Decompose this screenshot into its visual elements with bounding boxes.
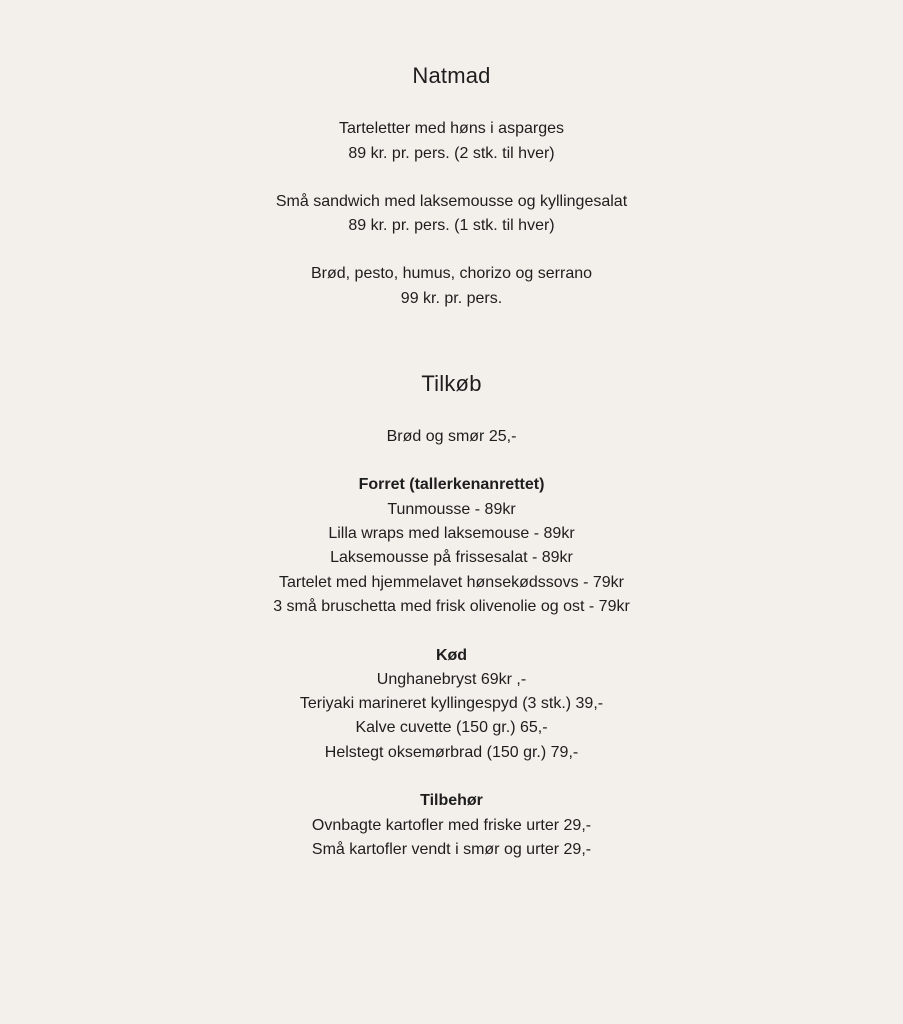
tilkob-title: Tilkøb xyxy=(421,371,482,396)
kod-item: Helstegt oksemørbrad (150 gr.) 79,- xyxy=(324,744,579,761)
natmad-item-3-name: Brød, pesto, humus, chorizo og serrano xyxy=(310,265,593,282)
forret-item: 3 små bruschetta med frisk olivenolie og ost - 79kr xyxy=(273,598,630,615)
tilbehor-item: Ovnbagte kartofler med friske urter 29,- xyxy=(311,817,592,834)
tilbehor-item: Små kartofler vendt i smør og urter 29,- xyxy=(311,841,592,858)
natmad-title: Natmad xyxy=(412,63,491,88)
forret-item: Laksemousse på frissesalat - 89kr xyxy=(330,549,573,566)
kod-item: Teriyaki marineret kyllingespyd (3 stk.) 39,- xyxy=(299,695,604,712)
forret-heading: Forret (tallerkenanrettet) xyxy=(358,476,545,493)
natmad-item-1-price: 89 kr. pr. pers. (2 stk. til hver) xyxy=(348,145,555,162)
forret-item: Tunmousse - 89kr xyxy=(387,501,516,518)
natmad-item-1-name: Tarteletter med høns i asparges xyxy=(339,120,564,137)
kod-item: Unghanebryst 69kr ,- xyxy=(376,671,527,688)
tilkob-intro: Brød og smør 25,- xyxy=(386,428,517,445)
tilbehor-heading: Tilbehør xyxy=(420,792,483,809)
kod-heading: Kød xyxy=(435,647,468,664)
natmad-item-2-name: Små sandwich med laksemousse og kyllingesalat xyxy=(275,193,628,210)
forret-item: Lilla wraps med laksemouse - 89kr xyxy=(328,525,575,542)
natmad-item-3-price: 99 kr. pr. pers. xyxy=(400,290,503,307)
forret-item: Tartelet med hjemmelavet hønsekødssovs - 79kr xyxy=(278,574,624,591)
natmad-item-2-price: 89 kr. pr. pers. (1 stk. til hver) xyxy=(348,217,555,234)
kod-item: Kalve cuvette (150 gr.) 65,- xyxy=(355,719,548,736)
